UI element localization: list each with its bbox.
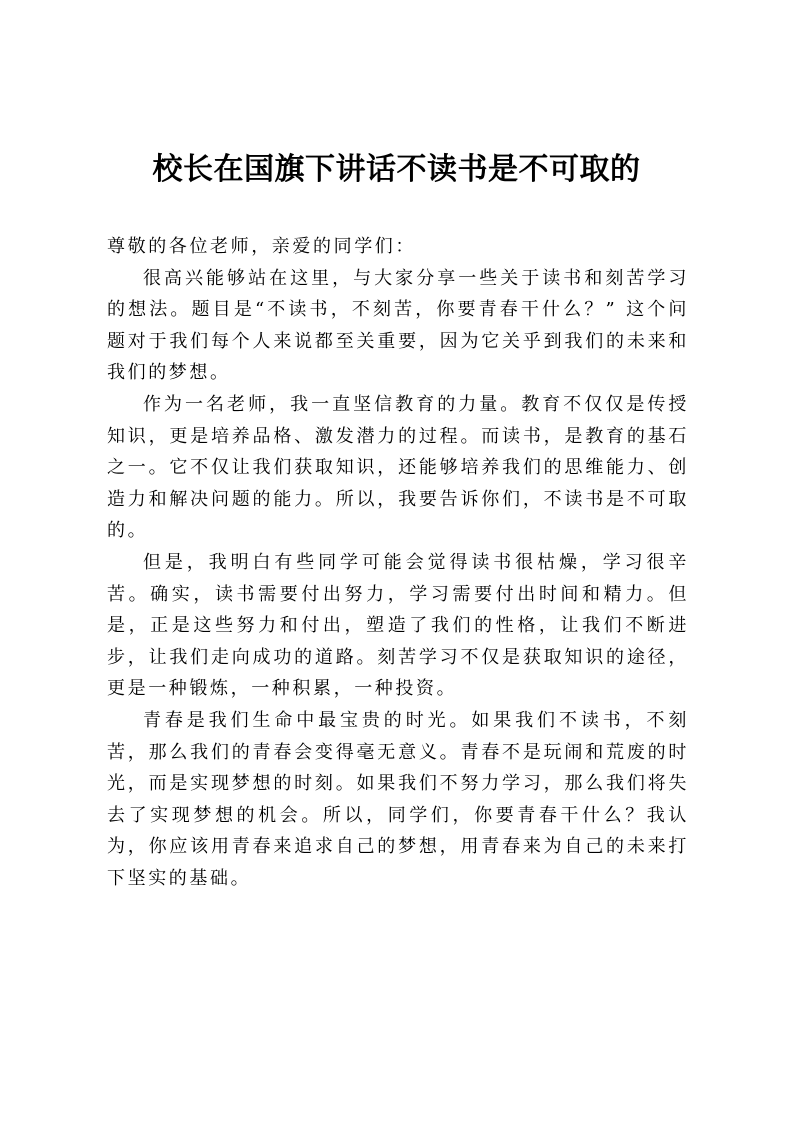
paragraph-youth: 青春是我们生命中最宝贵的时光。如果我们不读书，不刻苦，那么我们的青春会变得毫无意义。青春不是玩闹和荒废的时光，而是实现梦想的时刻。如果我们不努力学习，那么我们将失去了实现梦想的机会。所以，同学们，你要青春干什么？我认为，你应该用青春来追求自己的梦想，用青春来为自己的未来打下坚实的基础。 xyxy=(107,709,689,889)
document-title: 校长在国旗下讲话不读书是不可取的 xyxy=(152,152,641,187)
document-body xyxy=(107,231,689,894)
paragraph-education: 作为一名老师，我一直坚信教育的力量。教育不仅仅是传授知识，更是培养品格、激发潜力的过程。而读书，是教育的基石之一。它不仅让我们获取知识，还能够培养我们的思维能力、创造力和解决问题的能力。所以，我要告诉你们，不读书是不可取的。 xyxy=(107,393,689,542)
paragraph-effort: 但是，我明白有些同学可能会觉得读书很枯燥，学习很辛苦。确实，读书需要付出努力，学习需要付出时间和精力。但是，正是这些努力和付出，塑造了我们的性格，让我们不断进步，让我们走向成功的道路。刻苦学习不仅是获取知识的途径，更是一种锻炼，一种积累，一种投资。 xyxy=(107,551,689,700)
salutation: 尊敬的各位老师，亲爱的同学们： xyxy=(107,236,416,257)
paragraph-intro: 很高兴能够站在这里，与大家分享一些关于读书和刻苦学习的想法。题目是“不读书，不刻苦，你要青春干什么？” 这个问题对于我们每个人来说都至关重要，因为它关乎到我们的未来和我们的梦想。 xyxy=(107,267,689,384)
